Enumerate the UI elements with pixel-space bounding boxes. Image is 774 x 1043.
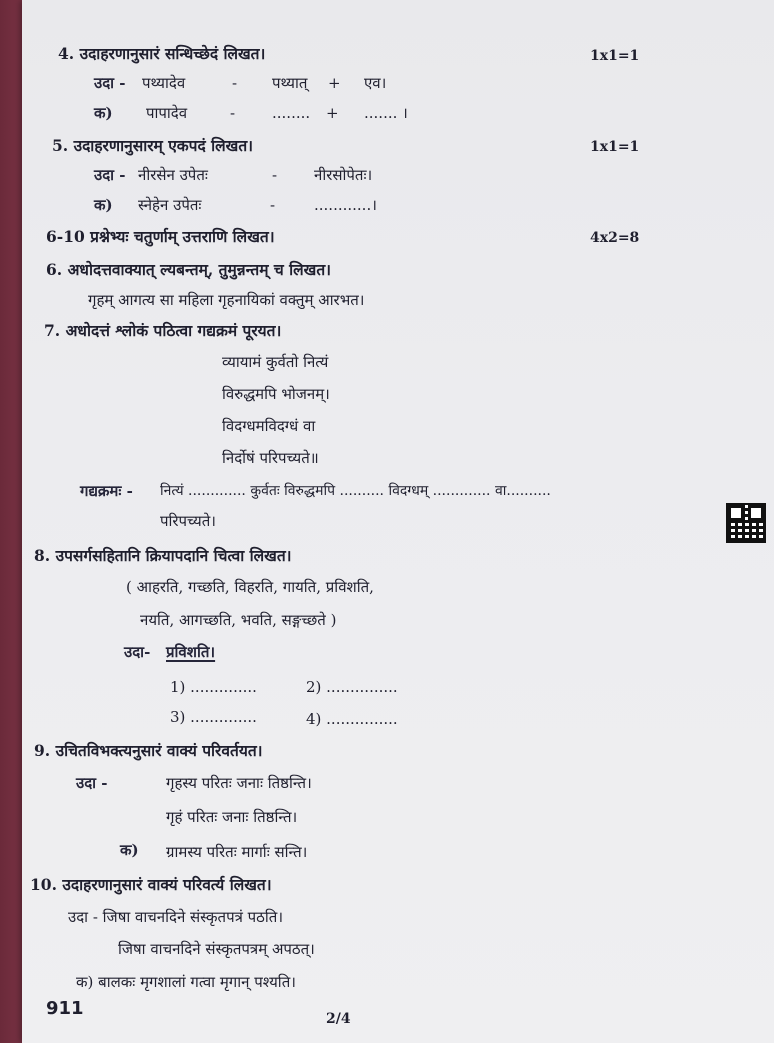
q9-item-a-label: क) [120, 841, 139, 859]
section-6-10-marks: 4x2=8 [590, 230, 640, 246]
qr-code-icon [726, 503, 766, 543]
q5-example-phrase: नीरसेन उपेतः [138, 166, 208, 184]
q4-example-part1: पथ्यात् [272, 74, 308, 92]
q7-verse-line-1: व्यायामं कुर्वतो नित्यं [222, 353, 329, 371]
section-6-10-title: 6-10 प्रश्नेभ्यः चतुर्णाम् उत्तराणि लिखत। [46, 227, 275, 246]
q4-item-a-blank1: ........ [272, 104, 311, 122]
q5-example-label: उदा - [94, 166, 126, 184]
question-9-title: 9. उचितविभक्त्यनुसारं वाक्यं परिवर्तयत। [34, 741, 263, 760]
q5-item-a-dash: - [270, 196, 276, 214]
q4-item-a-dash: - [230, 104, 236, 122]
q8-blank-1: 1) .............. [170, 678, 257, 696]
q4-example-word: पथ्यादेव [142, 74, 186, 92]
q5-example-dash: - [272, 166, 278, 184]
question-5-title: 5. उदाहरणानुसारम् एकपदं लिखत। [52, 136, 254, 155]
q4-item-a-label: क) [94, 104, 113, 122]
q8-blank-3: 3) .............. [170, 708, 257, 726]
question-6-sentence: गृहम् आगत्य सा महिला गृहनायिकां वक्तुम् आरभत। [88, 291, 365, 309]
q4-item-a-word: पापादेव [146, 104, 188, 122]
q7-verse-line-2: विरुद्धमपि भोजनम्। [222, 385, 330, 403]
question-7-title: 7. अधोदत्तं श्लोकं पठित्वा गद्यक्रमं पूरयत। [44, 321, 282, 340]
question-8-title: 8. उपसर्गसहितानि क्रियापदानि चित्वा लिखत। [34, 546, 292, 565]
q7-prose-line-1: नित्यं ............. कुर्वतः विरुद्धमपि .......... विदग्धम् ............. वा.......... [160, 483, 551, 499]
q4-example-label: उदा - [94, 74, 126, 92]
q8-options-line-1: ( आहरति, गच्छति, विहरति, गायति, प्रविशति, [126, 578, 374, 596]
q7-prose-line-2: परिपच्यते। [160, 512, 216, 530]
question-10-title: 10. उदाहरणानुसारं वाक्यं परिवर्त्य लिखत। [30, 875, 272, 894]
question-6-title: 6. अधोदत्तवाक्यात् ल्यबन्तम्, तुमुन्नन्तम् च लिखत। [46, 260, 332, 279]
question-5-marks: 1x1=1 [590, 139, 640, 155]
q7-verse-line-3: विदग्धमविदग्धं वा [222, 417, 316, 435]
q8-blank-4: 4) ............... [306, 710, 398, 728]
q10-example-line-1: उदा - जिषा वाचनदिने संस्कृतपत्रं पठति। [68, 908, 284, 926]
q9-item-a-sentence: ग्रामस्य परितः मार्गाः सन्ति। [166, 843, 308, 861]
q4-example-part2: एव। [364, 74, 387, 92]
q8-example-label: उदा- [124, 643, 151, 661]
q8-options-line-2: नयति, आगच्छति, भवति, सङ्गच्छते ) [140, 611, 337, 629]
q5-item-a-label: क) [94, 196, 113, 214]
page-number: 2/4 [326, 1011, 351, 1027]
q4-example-plus: + [328, 74, 341, 92]
q8-blank-2: 2) ............... [306, 678, 398, 696]
q10-item-a-line: क) बालकः मृगशालां गत्वा मृगान् पश्यति। [76, 973, 296, 991]
q9-example-line-1: गृहस्य परितः जनाः तिष्ठन्ति। [166, 774, 312, 792]
q7-prose-label: गद्यक्रमः - [80, 482, 133, 500]
question-4-title: 4. उदाहरणानुसारं सन्धिच्छेदं लिखत। [58, 44, 266, 63]
q5-item-a-blank: ............। [314, 196, 377, 214]
q5-item-a-phrase: स्नेहेन उपेतः [138, 196, 202, 214]
question-4-marks: 1x1=1 [590, 48, 640, 64]
q9-example-label: उदा - [76, 774, 108, 792]
q4-item-a-blank2: ....... । [364, 104, 408, 122]
q10-example-line-2: जिषा वाचनदिने संस्कृतपत्रम् अपठत्। [118, 940, 315, 958]
q4-item-a-plus: + [326, 104, 339, 122]
q7-verse-line-4: निर्दोषं परिपच्यते॥ [222, 449, 319, 467]
q8-example-answer: प्रविशति। [166, 643, 216, 661]
q5-example-answer: नीरसोपेतः। [314, 166, 373, 184]
q4-example-dash: - [232, 74, 238, 92]
q9-example-line-2: गृहं परितः जनाः तिष्ठन्ति। [166, 808, 298, 826]
paper-code: 911 [46, 998, 84, 1019]
